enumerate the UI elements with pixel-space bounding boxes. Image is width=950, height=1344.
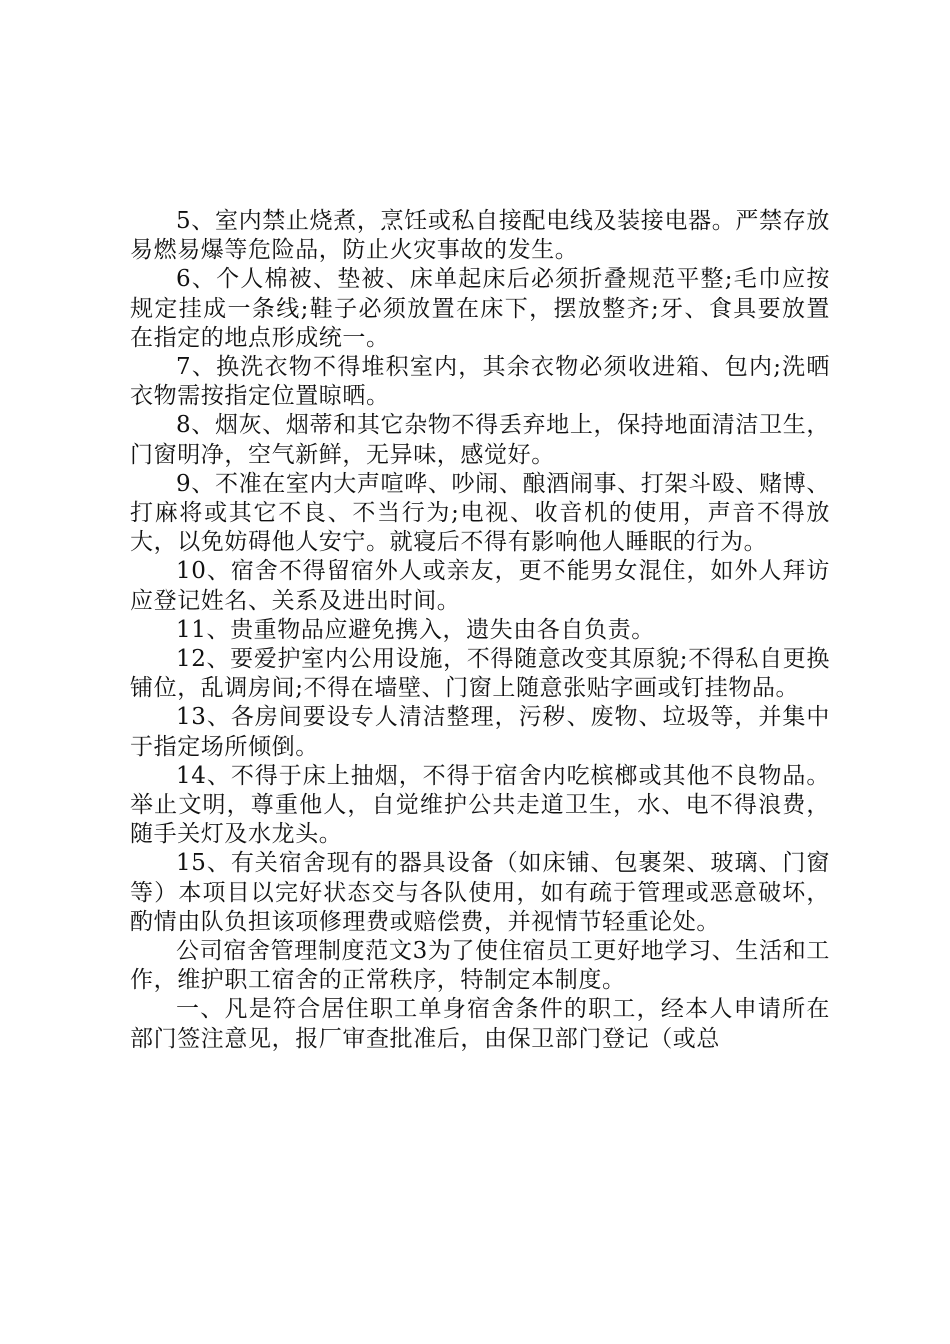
paragraph-rule-5: 5、室内禁止烧煮，烹饪或私自接配电线及装接电器。严禁存放易燃易爆等危险品，防止火灾事故的发生。 [130, 208, 830, 264]
paragraph-rule-6: 6、个人棉被、垫被、床单起床后必须折叠规范平整;毛巾应按规定挂成一条线;鞋子必须放置在床下，摆放整齐;牙、食具要放置在指定的地点形成统一。 [130, 266, 830, 351]
paragraph-rule-15: 15、有关宿舍现有的器具设备（如床铺、包裹架、玻璃、门窗等）本项目以完好状态交与各队使用，如有疏于管理或恶意破坏，酌情由队负担该项修理费或赔偿费，并视情节轻重论处。 [130, 850, 830, 935]
paragraph-rule-7: 7、换洗衣物不得堆积室内，其余衣物必须收进箱、包内;洗晒衣物需按指定位置晾晒。 [130, 354, 830, 410]
paragraph-section-one: 一、凡是符合居住职工单身宿舍条件的职工，经本人申请所在部门签注意见，报厂审查批准后，由保卫部门登记（或总 [130, 996, 830, 1052]
paragraph-rule-8: 8、烟灰、烟蒂和其它杂物不得丢弃地上，保持地面清洁卫生，门窗明净，空气新鲜，无异味，感觉好。 [130, 412, 830, 468]
document-body [130, 207, 830, 1054]
paragraph-rule-13: 13、各房间要设专人清洁整理，污秽、废物、垃圾等，并集中于指定场所倾倒。 [130, 704, 830, 760]
paragraph-rule-12: 12、要爱护室内公用设施，不得随意改变其原貌;不得私自更换铺位，乱调房间;不得在墙壁、门窗上随意张贴字画或钉挂物品。 [130, 646, 830, 702]
paragraph-rule-11: 11、贵重物品应避免携入，遗失由各自负责。 [176, 616, 655, 643]
paragraph-rule-14: 14、不得于床上抽烟，不得于宿舍内吃槟榔或其他不良物品。举止文明，尊重他人，自觉维护公共走道卫生，水、电不得浪费，随手关灯及水龙头。 [130, 762, 830, 848]
paragraph-sample-3-intro: 公司宿舍管理制度范文3为了使住宿员工更好地学习、生活和工作，维护职工宿舍的正常秩序，特制定本制度。 [130, 938, 830, 994]
paragraph-rule-10: 10、宿舍不得留宿外人或亲友，更不能男女混住，如外人拜访应登记姓名、关系及进出时间。 [130, 558, 830, 614]
paragraph-rule-9: 9、不准在室内大声喧哗、吵闹、酿酒闹事、打架斗殴、赌博、打麻将或其它不良、不当行为;电视、收音机的使用，声音不得放大，以免妨碍他人安宁。就寝后不得有影响他人睡眠的行为。 [130, 470, 830, 556]
